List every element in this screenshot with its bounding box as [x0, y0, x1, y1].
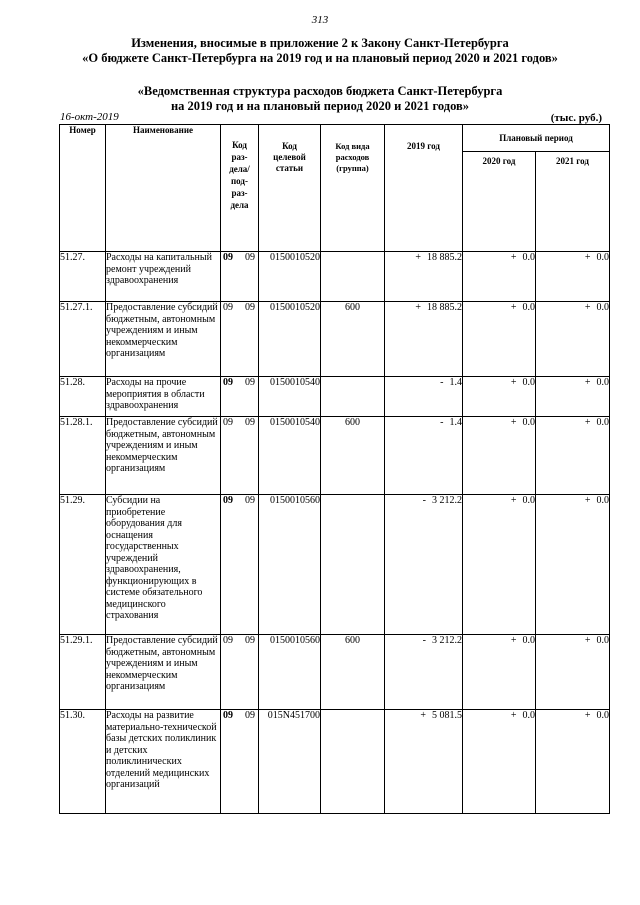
sign-2019: -: [422, 635, 426, 646]
row-number: 51.29.1.: [60, 635, 106, 710]
row-amount-2020: [463, 417, 536, 495]
row-section-code: [221, 377, 259, 417]
value-2019: 3 212.2: [432, 635, 462, 646]
row-amount-2021: [536, 710, 610, 814]
value-2020: 0.0: [522, 252, 535, 263]
value-2019: 18 885.2: [427, 252, 462, 263]
value-2019: 1.4: [449, 417, 462, 428]
value-2021: 0.0: [596, 302, 609, 313]
sign-2021: +: [584, 710, 591, 721]
value-2021: 0.0: [596, 377, 609, 388]
sign-2020: +: [510, 635, 517, 646]
row-section-code: [221, 252, 259, 302]
row-target-code: 0150010520: [259, 252, 321, 302]
title-line-4: на 2019 год и на плановый период 2020 и 2021 годов»: [170, 99, 470, 113]
row-target-code: 0150010540: [259, 377, 321, 417]
subsection-code: 09: [245, 417, 255, 428]
sign-2021: +: [584, 417, 591, 428]
row-target-code: 0150010560: [259, 495, 321, 635]
row-target-code: 0150010520: [259, 302, 321, 377]
row-amount-2020: [463, 252, 536, 302]
sign-2021: +: [584, 302, 591, 313]
value-2019: 1.4: [449, 377, 462, 388]
col-header-expense-type: Код вида расходов (группа): [321, 125, 385, 252]
col-header-2020: 2020 год: [463, 152, 536, 252]
row-amount-2020: [463, 495, 536, 635]
title-line-3: «Ведомственная структура расходов бюджета Санкт-Петербурга: [137, 84, 503, 98]
row-name: Расходы на развитие материально-технической базы детских поликлиник и детских поликлинических отделений медицинских организаций: [106, 710, 221, 814]
table-title: [0, 84, 640, 114]
sign-2020: +: [510, 377, 517, 388]
page-number: 313: [311, 14, 329, 26]
col-header-name: Наименование: [106, 125, 221, 252]
row-amount-2021: [536, 377, 610, 417]
section-code: 09: [223, 495, 233, 506]
row-section-code: [221, 302, 259, 377]
row-section-code: [221, 495, 259, 635]
row-expense-type: 600: [321, 417, 385, 495]
subsection-code: 09: [245, 710, 255, 721]
row-amount-2021: [536, 252, 610, 302]
row-name: Предоставление субсидий бюджетным, автономным учреждениям и иным некоммерческим организациям: [106, 417, 221, 495]
value-2020: 0.0: [522, 302, 535, 313]
table-row: [60, 302, 610, 377]
title-line-1: Изменения, вносимые в приложение 2 к Закону Санкт-Петербурга: [131, 36, 509, 50]
row-expense-type: [321, 377, 385, 417]
table-row: [60, 252, 610, 302]
row-amount-2021: [536, 302, 610, 377]
section-code: 09: [223, 710, 233, 721]
row-amount-2021: [536, 417, 610, 495]
col-header-number: Номер: [60, 125, 106, 252]
value-2020: 0.0: [522, 417, 535, 428]
row-name: Расходы на прочие мероприятия в области здравоохранения: [106, 377, 221, 417]
row-amount-2021: [536, 495, 610, 635]
col-header-planned: Плановый период: [463, 125, 610, 152]
section-code: 09: [223, 252, 233, 263]
sign-2019: -: [440, 377, 444, 388]
table-row: [60, 377, 610, 417]
title-line-2: «О бюджете Санкт-Петербурга на 2019 год и на плановый период 2020 и 2021 годов»: [82, 51, 558, 65]
section-code: 09: [223, 302, 233, 313]
budget-table: [59, 124, 610, 814]
subsection-code: 09: [245, 495, 255, 506]
value-2020: 0.0: [522, 377, 535, 388]
row-name: Предоставление субсидий бюджетным, автономным учреждениям и иным некоммерческим организациям: [106, 635, 221, 710]
sign-2019: -: [422, 495, 426, 506]
value-2021: 0.0: [596, 417, 609, 428]
col-header-2021: 2021 год: [536, 152, 610, 252]
document-date: 16-окт-2019: [60, 111, 119, 123]
row-expense-type: [321, 495, 385, 635]
sign-2020: +: [510, 495, 517, 506]
row-amount-2019: [385, 417, 463, 495]
row-target-code: 0150010560: [259, 635, 321, 710]
value-2020: 0.0: [522, 635, 535, 646]
value-2019: 18 885.2: [427, 302, 462, 313]
row-amount-2019: [385, 302, 463, 377]
sign-2021: +: [584, 635, 591, 646]
units-label: (тыс. руб.): [550, 112, 602, 124]
table-row: [60, 635, 610, 710]
row-amount-2019: [385, 377, 463, 417]
row-target-code: 015N451700: [259, 710, 321, 814]
value-2019: 5 081.5: [432, 710, 462, 721]
row-amount-2019: [385, 710, 463, 814]
row-number: 51.29.: [60, 495, 106, 635]
row-amount-2020: [463, 302, 536, 377]
subsection-code: 09: [245, 635, 255, 646]
table-row: [60, 710, 610, 814]
sign-2020: +: [510, 417, 517, 428]
subsection-code: 09: [245, 302, 255, 313]
value-2020: 0.0: [522, 495, 535, 506]
row-number: 51.28.1.: [60, 417, 106, 495]
value-2019: 3 212.2: [432, 495, 462, 506]
row-amount-2021: [536, 635, 610, 710]
sign-2020: +: [510, 252, 517, 263]
table-row: [60, 417, 610, 495]
value-2021: 0.0: [596, 495, 609, 506]
value-2021: 0.0: [596, 252, 609, 263]
row-amount-2020: [463, 377, 536, 417]
row-name: Предоставление субсидий бюджетным, автономным учреждениям и иным некоммерческим организациям: [106, 302, 221, 377]
row-section-code: [221, 635, 259, 710]
sign-2020: +: [510, 710, 517, 721]
subsection-code: 09: [245, 377, 255, 388]
sign-2021: +: [584, 495, 591, 506]
row-expense-type: 600: [321, 635, 385, 710]
sign-2021: +: [584, 252, 591, 263]
row-amount-2019: [385, 252, 463, 302]
row-name: Субсидии на приобретение оборудования для оснащения государственных учреждений здравоохранения, функционирующих в системе обязательного медицинского страхования: [106, 495, 221, 635]
value-2021: 0.0: [596, 635, 609, 646]
row-expense-type: [321, 710, 385, 814]
row-expense-type: 600: [321, 302, 385, 377]
row-number: 51.28.: [60, 377, 106, 417]
row-section-code: [221, 710, 259, 814]
row-amount-2020: [463, 635, 536, 710]
row-amount-2019: [385, 635, 463, 710]
value-2020: 0.0: [522, 710, 535, 721]
col-header-target: Код целевой статьи: [259, 125, 321, 252]
sign-2021: +: [584, 377, 591, 388]
section-code: 09: [223, 377, 233, 388]
section-code: 09: [223, 635, 233, 646]
row-number: 51.27.: [60, 252, 106, 302]
sign-2019: +: [415, 302, 421, 313]
row-amount-2020: [463, 710, 536, 814]
col-header-2019: 2019 год: [385, 125, 463, 252]
row-section-code: [221, 417, 259, 495]
row-name: Расходы на капитальный ремонт учреждений здравоохранения: [106, 252, 221, 302]
row-expense-type: [321, 252, 385, 302]
col-header-section: Код раз- дела/ под- раз- дела: [221, 125, 259, 252]
document-title: [0, 36, 640, 66]
section-code: 09: [223, 417, 233, 428]
row-amount-2019: [385, 495, 463, 635]
row-number: 51.30.: [60, 710, 106, 814]
value-2021: 0.0: [596, 710, 609, 721]
sign-2020: +: [510, 302, 517, 313]
row-number: 51.27.1.: [60, 302, 106, 377]
sign-2019: +: [415, 252, 421, 263]
sign-2019: -: [440, 417, 444, 428]
table-row: [60, 495, 610, 635]
row-target-code: 0150010540: [259, 417, 321, 495]
subsection-code: 09: [245, 252, 255, 263]
sign-2019: +: [420, 710, 426, 721]
